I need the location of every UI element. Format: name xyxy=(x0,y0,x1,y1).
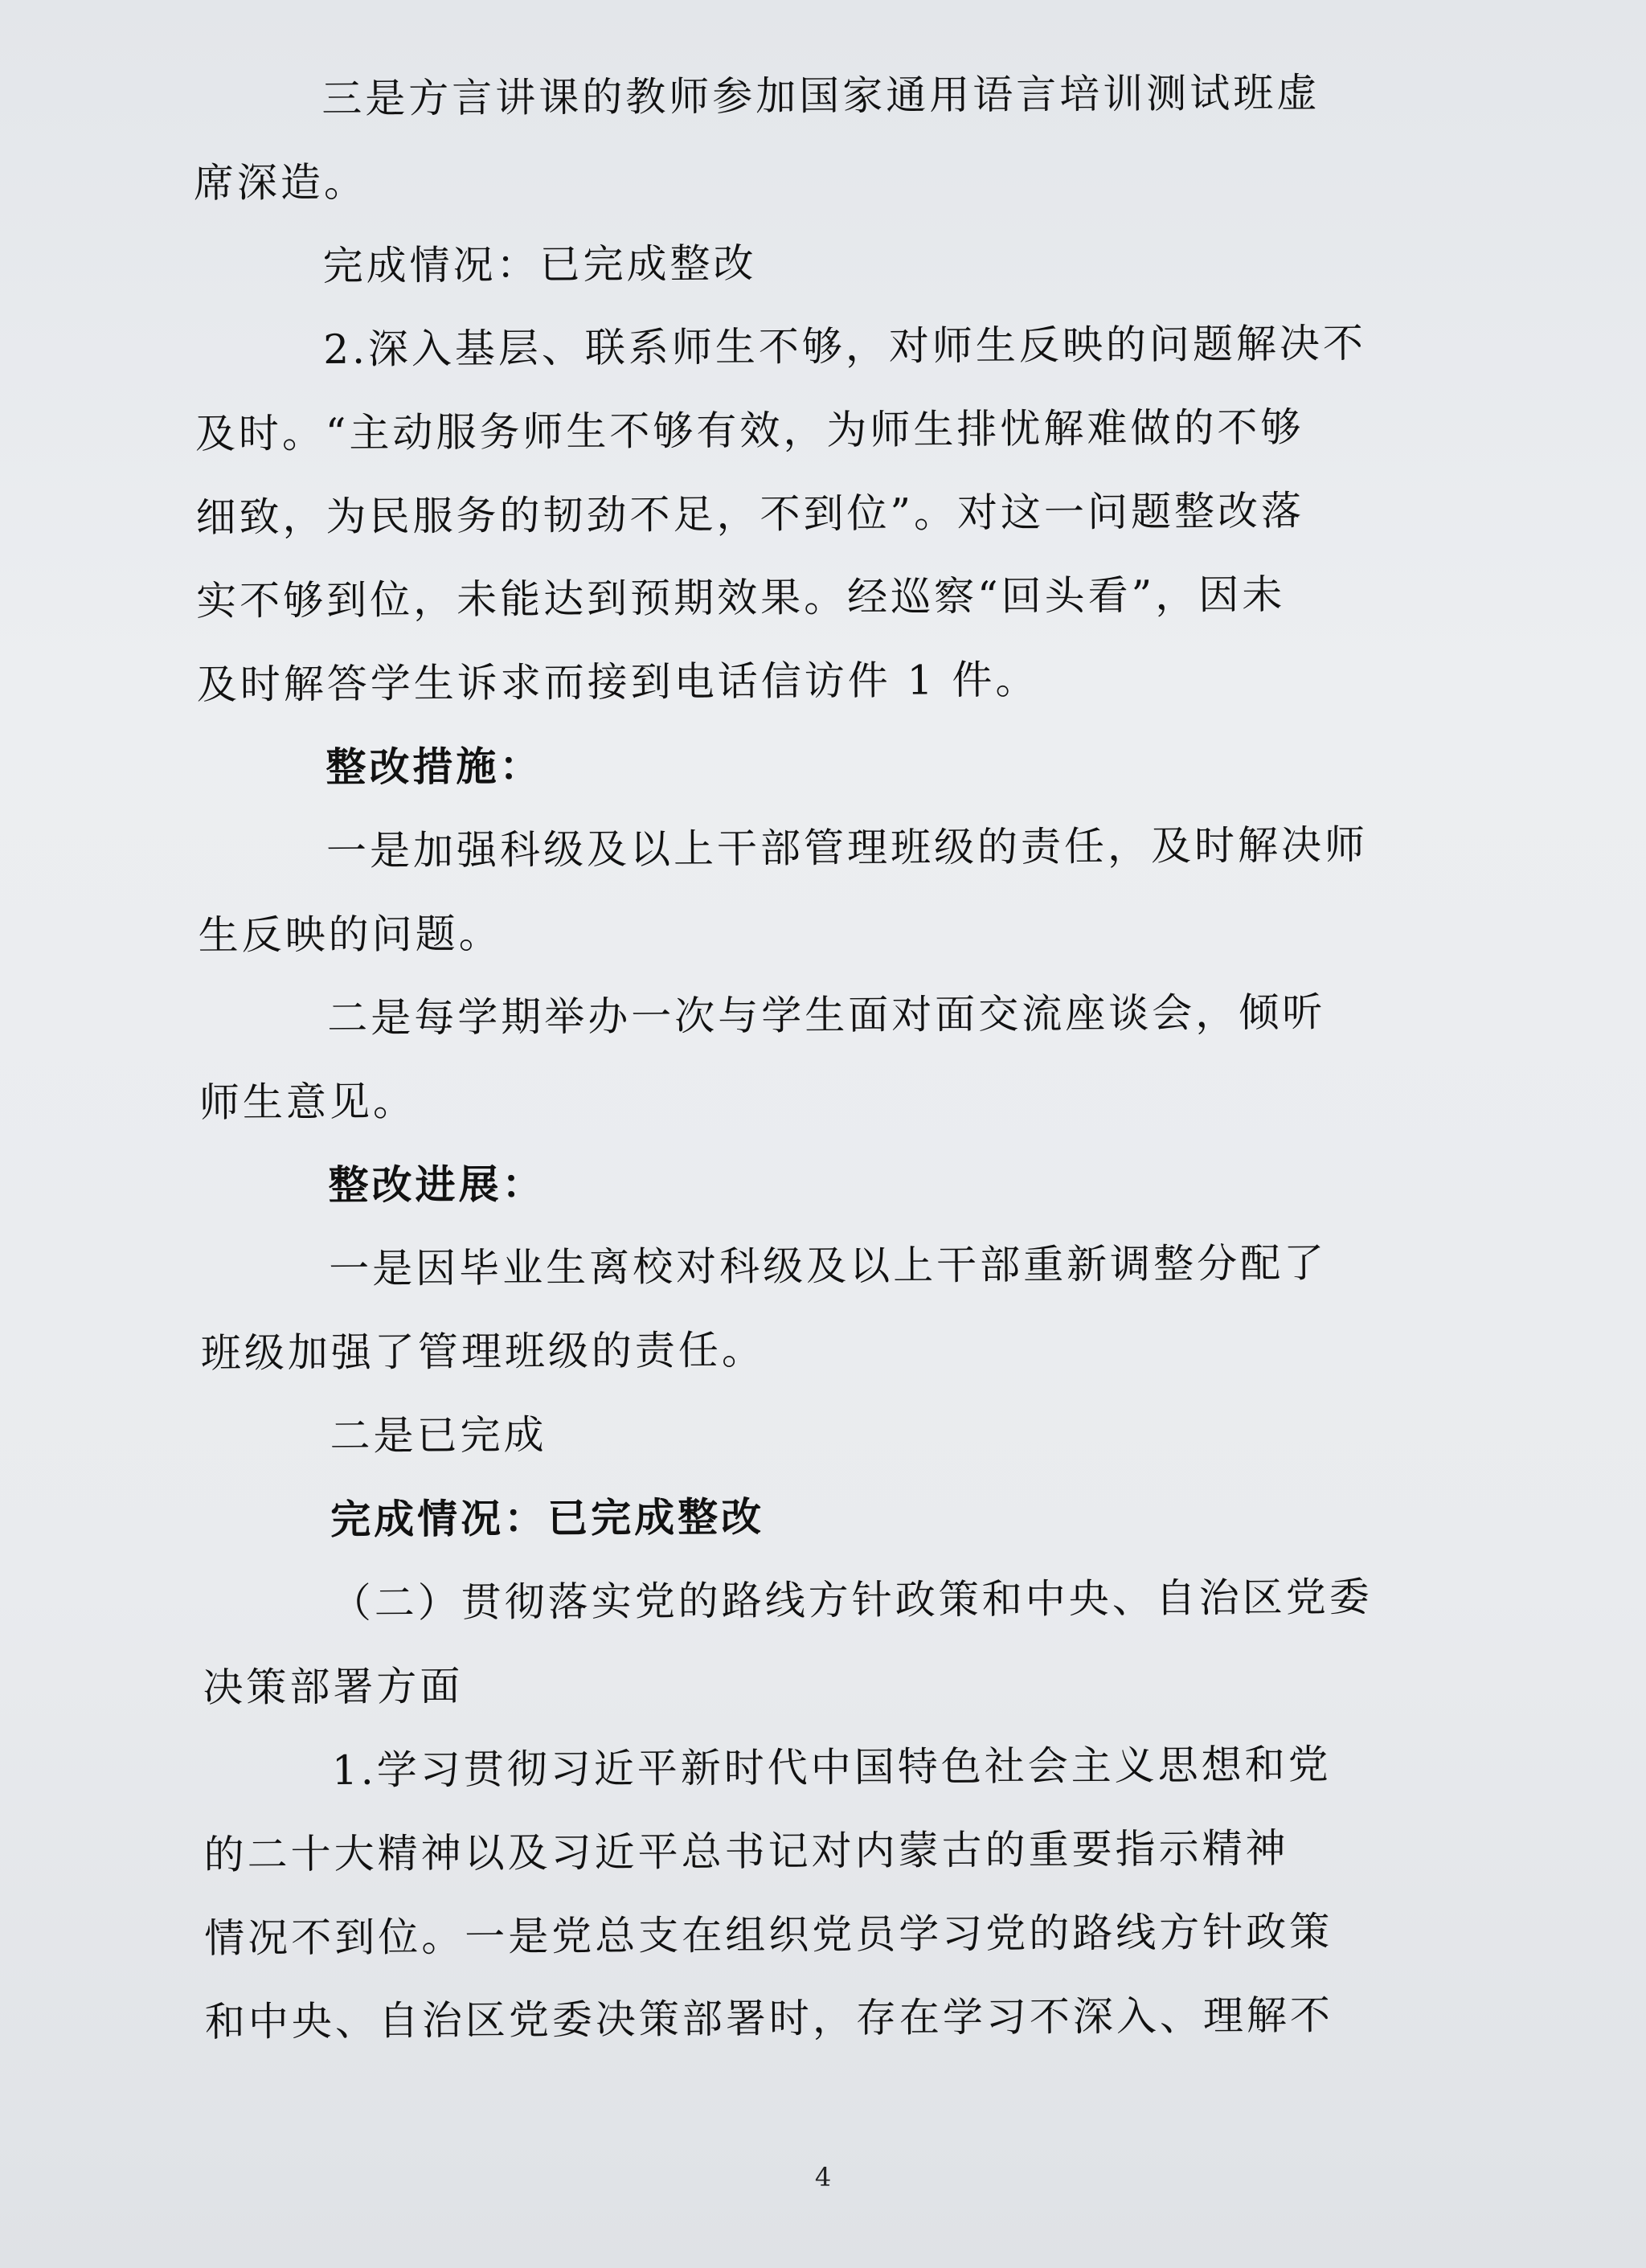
text-line: 实不够到位，未能达到预期效果。经巡察“回头看”，因未 xyxy=(195,571,1286,624)
text-line: 及时解答学生诉求而接到电话信访件 1 件。 xyxy=(196,656,1039,708)
text-line: 二是已完成 xyxy=(330,1411,547,1459)
text-line: 2.深入基层、联系师生不够，对师生反映的问题解决不 xyxy=(323,320,1367,374)
document-body xyxy=(193,50,1529,2064)
section-heading: 整改措施： xyxy=(326,742,543,792)
text-line: 席深造。 xyxy=(193,158,368,207)
text-line: （二）贯彻落实党的路线方针政策和中央、自治区党委 xyxy=(330,1574,1373,1627)
text-line: 班级加强了管理班级的责任。 xyxy=(200,1326,766,1377)
text-line: 的二十大精神以及习近平总书记对内蒙古的重要指示精神 xyxy=(203,1824,1289,1878)
text-line: 细致，为民服务的韧劲不足，不到位”。对这一问题整改落 xyxy=(195,487,1305,541)
text-line: 二是每学期举办一次与学生面对面交流座谈会，倾听 xyxy=(327,989,1326,1042)
text-line: 和中央、自治区党委决策部署时，存在学习不深入、理解不 xyxy=(204,1992,1334,2045)
text-line: 三是方言讲课的教师参加国家通用语言培训测试班虚 xyxy=(321,69,1320,123)
section-heading: 完成情况：已完成整改 xyxy=(330,1492,765,1543)
text-line: 一是因毕业生离校对科级及以上干部重新调整分配了 xyxy=(329,1239,1328,1292)
text-line: 生反映的问题。 xyxy=(198,910,502,959)
text-line: 决策部署方面 xyxy=(203,1662,464,1711)
text-line: 及时。“主动服务师生不够有效，为师生排忧解难做的不够 xyxy=(194,403,1304,457)
text-line: 情况不到位。一是党总支在组织党员学习党的路线方针政策 xyxy=(204,1908,1333,1962)
text-line: 1.学习贯彻习近平新时代中国特色社会主义思想和党 xyxy=(331,1741,1332,1794)
text-line: 一是加强科级及以上干部管理班级的责任，及时解决师 xyxy=(326,821,1369,875)
text-line: 师生意见。 xyxy=(199,1078,417,1126)
page-number: 4 xyxy=(814,2162,832,2192)
section-heading: 整改进展： xyxy=(328,1160,546,1209)
text-line: 完成情况：已完成整改 xyxy=(322,239,757,290)
